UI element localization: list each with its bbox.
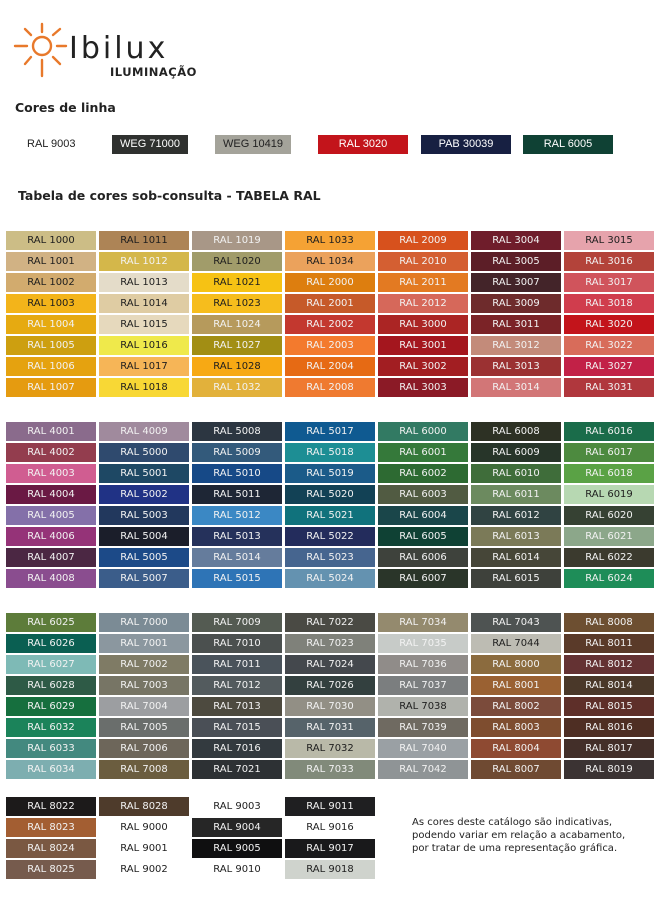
ral-swatch: RAL 6011	[471, 485, 561, 504]
ral-swatch: RAL 6034	[6, 760, 96, 779]
ral-swatch: RAL 4001	[6, 422, 96, 441]
ral-swatch: RAL 6027	[6, 655, 96, 674]
ral-swatch: RAL 8023	[6, 818, 96, 837]
ral-swatch: RAL 7036	[378, 655, 468, 674]
ral-swatch: RAL 7042	[378, 760, 468, 779]
ral-swatch: RAL 2010	[378, 252, 468, 271]
ral-swatch: RAL 8017	[564, 739, 654, 758]
ral-swatch: RAL 1001	[6, 252, 96, 271]
ral-swatch: RAL 1020	[192, 252, 282, 271]
line-colors-title: Cores de linha	[15, 100, 116, 115]
ral-swatch: RAL 8012	[564, 655, 654, 674]
ral-swatch: RAL 4006	[6, 527, 96, 546]
ral-swatch: RAL 6001	[378, 443, 468, 462]
ral-swatch: RAL 2003	[285, 336, 375, 355]
ral-swatch: RAL 3005	[471, 252, 561, 271]
ral-swatch: RAL 7039	[378, 718, 468, 737]
ral-swatch: RAL 8015	[564, 697, 654, 716]
ral-swatch: RAL 3017	[564, 273, 654, 292]
ral-swatch: RAL 8008	[564, 613, 654, 632]
ral-swatch: RAL 1021	[192, 273, 282, 292]
ral-swatch: RAL 8016	[564, 718, 654, 737]
ral-swatch: RAL 3003	[378, 378, 468, 397]
ral-swatch: RAL 7009	[192, 613, 282, 632]
ral-swatch: RAL 2008	[285, 378, 375, 397]
ral-swatch: RAL 6015	[471, 569, 561, 588]
ral-swatch: RAL 3001	[378, 336, 468, 355]
disclaimer-line: podendo variar em relação a acabamento,	[412, 830, 626, 841]
ral-swatch: RAL 7013	[192, 697, 282, 716]
ral-swatch: RAL 7008	[99, 760, 189, 779]
ral-swatch: RAL 6025	[6, 613, 96, 632]
ral-swatch: RAL 5008	[192, 422, 282, 441]
ral-swatch: RAL 7005	[99, 718, 189, 737]
ral-swatch: RAL 3018	[564, 294, 654, 313]
ral-swatch: RAL 6021	[564, 527, 654, 546]
ral-swatch: RAL 6022	[564, 548, 654, 567]
ral-swatch: RAL 9004	[192, 818, 282, 837]
ral-swatch: RAL 1018	[99, 378, 189, 397]
ral-swatch: RAL 1007	[6, 378, 96, 397]
ral-swatch: RAL 1011	[99, 231, 189, 250]
ral-swatch: RAL 3009	[471, 294, 561, 313]
ral-swatch: RAL 1028	[192, 357, 282, 376]
ral-swatch: RAL 5005	[99, 548, 189, 567]
disclaimer-note	[412, 816, 652, 855]
ral-swatch: RAL 7003	[99, 676, 189, 695]
ral-swatch: RAL 5009	[192, 443, 282, 462]
ral-swatch: RAL 6017	[564, 443, 654, 462]
ral-swatch: RAL 5020	[285, 485, 375, 504]
ral-swatch: RAL 6007	[378, 569, 468, 588]
ral-swatch: RAL 7035	[378, 634, 468, 653]
line-color-swatch: WEG 71000	[112, 135, 188, 154]
ral-swatch: RAL 7043	[471, 613, 561, 632]
line-color-swatch: WEG 10419	[215, 135, 291, 154]
ral-swatch: RAL 6009	[471, 443, 561, 462]
ral-swatch: RAL 4005	[6, 506, 96, 525]
ral-table-title: Tabela de cores sob-consulta - TABELA RAL	[18, 188, 321, 203]
ral-swatch: RAL 8011	[564, 634, 654, 653]
ral-swatch: RAL 6002	[378, 464, 468, 483]
ral-swatch: RAL 1013	[99, 273, 189, 292]
ral-swatch: RAL 3007	[471, 273, 561, 292]
ral-swatch: RAL 6006	[378, 548, 468, 567]
ral-swatch: RAL 3031	[564, 378, 654, 397]
ral-swatch: RAL 6014	[471, 548, 561, 567]
ral-swatch: RAL 1000	[6, 231, 96, 250]
ral-swatch: RAL 6003	[378, 485, 468, 504]
ral-swatch: RAL 1006	[6, 357, 96, 376]
ral-swatch: RAL 6024	[564, 569, 654, 588]
ral-swatch: RAL 1016	[99, 336, 189, 355]
ral-swatch: RAL 1027	[192, 336, 282, 355]
disclaimer-line: por tratar de uma representação gráfica.	[412, 843, 618, 854]
ral-swatch: RAL 7000	[99, 613, 189, 632]
ral-swatch: RAL 5022	[285, 527, 375, 546]
ral-swatch: RAL 8022	[6, 797, 96, 816]
ral-swatch: RAL 8000	[471, 655, 561, 674]
ral-swatch: RAL 5023	[285, 548, 375, 567]
ral-swatch: RAL 7044	[471, 634, 561, 653]
line-color-swatch: RAL 3020	[318, 135, 408, 154]
ral-swatch: RAL 4007	[6, 548, 96, 567]
ral-swatch: RAL 1015	[99, 315, 189, 334]
ral-swatch: RAL 9003	[192, 797, 282, 816]
ral-swatch: RAL 3012	[471, 336, 561, 355]
ral-swatch: RAL 3020	[564, 315, 654, 334]
brand-tagline: ILUMINAÇÃO	[110, 65, 197, 79]
ral-swatch: RAL 9011	[285, 797, 375, 816]
ral-swatch: RAL 3022	[564, 336, 654, 355]
ral-swatch: RAL 8007	[471, 760, 561, 779]
ral-swatch: RAL 6008	[471, 422, 561, 441]
ral-swatch: RAL 8024	[6, 839, 96, 858]
ral-swatch: RAL 5015	[192, 569, 282, 588]
ral-swatch: RAL 3013	[471, 357, 561, 376]
ral-swatch: RAL 1033	[285, 231, 375, 250]
ral-swatch: RAL 2001	[285, 294, 375, 313]
ral-swatch: RAL 3016	[564, 252, 654, 271]
ral-swatch: RAL 9010	[192, 860, 282, 879]
ral-swatch: RAL 3002	[378, 357, 468, 376]
ral-swatch: RAL 6029	[6, 697, 96, 716]
ral-swatch: RAL 7032	[285, 739, 375, 758]
ral-swatch: RAL 5003	[99, 506, 189, 525]
ral-swatch: RAL 6016	[564, 422, 654, 441]
ral-swatch: RAL 7006	[99, 739, 189, 758]
ral-swatch: RAL 2009	[378, 231, 468, 250]
ral-swatch: RAL 9001	[99, 839, 189, 858]
ral-swatch: RAL 1005	[6, 336, 96, 355]
ral-swatch: RAL 5017	[285, 422, 375, 441]
ral-swatch: RAL 2004	[285, 357, 375, 376]
ral-swatch: RAL 3004	[471, 231, 561, 250]
ral-swatch: RAL 5024	[285, 569, 375, 588]
ral-swatch: RAL 3014	[471, 378, 561, 397]
ral-swatch: RAL 1003	[6, 294, 96, 313]
ral-swatch: RAL 7026	[285, 676, 375, 695]
ral-swatch: RAL 2000	[285, 273, 375, 292]
ral-swatch: RAL 1024	[192, 315, 282, 334]
ral-swatch: RAL 9018	[285, 860, 375, 879]
ral-swatch: RAL 7038	[378, 697, 468, 716]
ral-swatch: RAL 5010	[192, 464, 282, 483]
disclaimer-line: As cores deste catálogo são indicativas,	[412, 817, 613, 828]
ral-swatch: RAL 2002	[285, 315, 375, 334]
ral-swatch: RAL 6004	[378, 506, 468, 525]
ral-swatch: RAL 7037	[378, 676, 468, 695]
ral-swatch: RAL 7011	[192, 655, 282, 674]
ral-swatch: RAL 4004	[6, 485, 96, 504]
ral-swatch: RAL 7022	[285, 613, 375, 632]
ral-swatch: RAL 1032	[192, 378, 282, 397]
ral-swatch: RAL 8002	[471, 697, 561, 716]
brand-name: Ibilux	[69, 31, 169, 66]
ral-swatch: RAL 7023	[285, 634, 375, 653]
ral-swatch: RAL 1004	[6, 315, 96, 334]
line-color-swatch: RAL 9003	[18, 135, 82, 154]
ral-swatch: RAL 7010	[192, 634, 282, 653]
ral-swatch: RAL 2012	[378, 294, 468, 313]
ral-swatch: RAL 5002	[99, 485, 189, 504]
ral-swatch: RAL 7016	[192, 739, 282, 758]
ral-swatch: RAL 1002	[6, 273, 96, 292]
ral-swatch: RAL 3015	[564, 231, 654, 250]
ral-swatch: RAL 7021	[192, 760, 282, 779]
ral-swatch: RAL 7031	[285, 718, 375, 737]
ral-swatch: RAL 7030	[285, 697, 375, 716]
ral-swatch: RAL 6000	[378, 422, 468, 441]
ral-swatch: RAL 5018	[285, 443, 375, 462]
ral-swatch: RAL 5000	[99, 443, 189, 462]
ral-swatch: RAL 9002	[99, 860, 189, 879]
ral-swatch: RAL 5004	[99, 527, 189, 546]
ral-swatch: RAL 7040	[378, 739, 468, 758]
ral-swatch: RAL 8025	[6, 860, 96, 879]
ral-swatch: RAL 5019	[285, 464, 375, 483]
ral-swatch: RAL 6018	[564, 464, 654, 483]
ral-swatch: RAL 1019	[192, 231, 282, 250]
ral-swatch: RAL 1034	[285, 252, 375, 271]
ral-swatch: RAL 3027	[564, 357, 654, 376]
ral-swatch: RAL 9016	[285, 818, 375, 837]
ral-swatch: RAL 7024	[285, 655, 375, 674]
ral-swatch: RAL 5012	[192, 506, 282, 525]
ral-swatch: RAL 1014	[99, 294, 189, 313]
ral-swatch: RAL 7015	[192, 718, 282, 737]
line-color-swatch: PAB 30039	[421, 135, 511, 154]
ral-swatch: RAL 5011	[192, 485, 282, 504]
line-color-swatch: RAL 6005	[523, 135, 613, 154]
ral-swatch: RAL 5014	[192, 548, 282, 567]
ral-swatch: RAL 1023	[192, 294, 282, 313]
ral-swatch: RAL 8001	[471, 676, 561, 695]
ral-swatch: RAL 9005	[192, 839, 282, 858]
ral-swatch: RAL 4002	[6, 443, 96, 462]
ral-swatch: RAL 6013	[471, 527, 561, 546]
ral-swatch: RAL 3011	[471, 315, 561, 334]
ral-swatch: RAL 6032	[6, 718, 96, 737]
ral-swatch: RAL 7012	[192, 676, 282, 695]
ral-swatch: RAL 9000	[99, 818, 189, 837]
ral-swatch: RAL 5007	[99, 569, 189, 588]
ral-swatch: RAL 8014	[564, 676, 654, 695]
ral-swatch: RAL 7001	[99, 634, 189, 653]
ral-swatch: RAL 6026	[6, 634, 96, 653]
ral-swatch: RAL 6019	[564, 485, 654, 504]
ral-swatch: RAL 7004	[99, 697, 189, 716]
ral-swatch: RAL 2011	[378, 273, 468, 292]
ral-swatch: RAL 3000	[378, 315, 468, 334]
ral-swatch: RAL 6020	[564, 506, 654, 525]
ral-swatch: RAL 4009	[99, 422, 189, 441]
ral-swatch: RAL 6010	[471, 464, 561, 483]
ral-swatch: RAL 7034	[378, 613, 468, 632]
ral-swatch: RAL 4008	[6, 569, 96, 588]
ral-swatch: RAL 4003	[6, 464, 96, 483]
ral-swatch: RAL 8028	[99, 797, 189, 816]
ral-swatch: RAL 8004	[471, 739, 561, 758]
ral-swatch: RAL 6033	[6, 739, 96, 758]
ral-swatch: RAL 5001	[99, 464, 189, 483]
ral-swatch: RAL 6005	[378, 527, 468, 546]
ral-swatch: RAL 6012	[471, 506, 561, 525]
ral-swatch: RAL 8003	[471, 718, 561, 737]
ral-swatch: RAL 6028	[6, 676, 96, 695]
ral-swatch: RAL 5013	[192, 527, 282, 546]
ral-swatch: RAL 8019	[564, 760, 654, 779]
ral-swatch: RAL 1017	[99, 357, 189, 376]
ral-swatch: RAL 5021	[285, 506, 375, 525]
ral-swatch: RAL 7033	[285, 760, 375, 779]
ral-swatch: RAL 9017	[285, 839, 375, 858]
ral-swatch: RAL 7002	[99, 655, 189, 674]
ral-swatch: RAL 1012	[99, 252, 189, 271]
